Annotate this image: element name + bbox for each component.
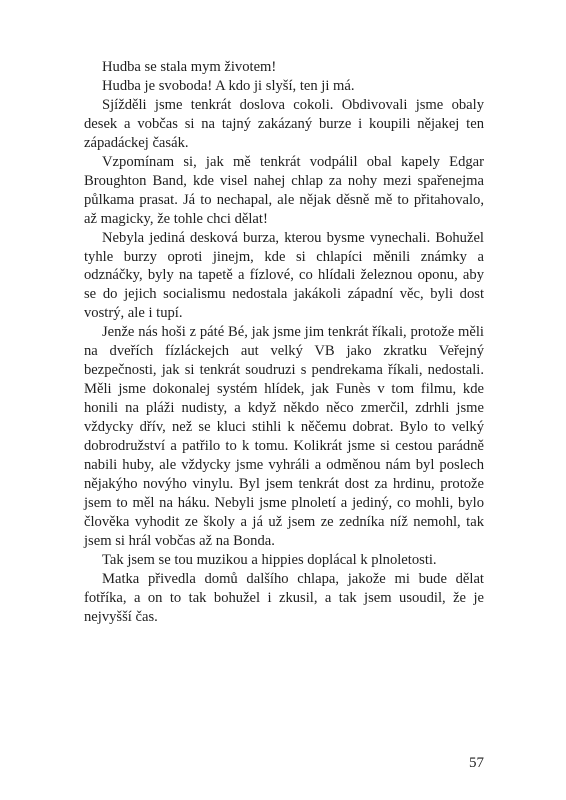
page-number: 57 — [469, 755, 484, 771]
paragraph-3: Sjížděli jsme tenkrát doslova cokoli. Obdivovali jsme obaly desek a vobčas si na tajný zakázaný burze i koupili nějakej ten západáckej časák. — [84, 96, 484, 151]
paragraph-8: Matka přivedla domů dalšího chlapa, jakože mi bude dělat fotříka, a on to tak bohužel i zkusil, a tak jsem usoudil, že je nejvyšší čas. — [84, 570, 484, 625]
paragraph-4: Vzpomínam si, jak mě tenkrát vodpálil obal kapely Edgar Broughton Band, kde visel nahej chlap za nohy mezi spařenejma půlkama prasat. Já to nechapal, ale nějak děsně mě to přitahovalo, až magicky, že tohle chci dělat! — [84, 153, 484, 227]
text-block — [84, 58, 484, 627]
paragraph-1: Hudba se stala mym životem! — [102, 59, 277, 75]
paragraph-2: Hudba je svoboda! A kdo ji slyší, ten ji má. — [102, 77, 355, 94]
paragraph-5: Nebyla jediná desková burza, kterou bysme vynechali. Bohužel tyhle burzy oproti jinejm, kde si chlapíci měnili známky a odznáčky, byly na tapetě a fízlové, co hlídali železnou oponu, aby se do jejich socialismu nedostala jakákoli západní věc, byli dost vostrý, ale i tupí. — [84, 229, 484, 322]
paragraph-7: Tak jsem se tou muzikou a hippies doplácal k plnoletosti. — [102, 551, 437, 568]
paragraph-6: Jenže nás hoši z páté Bé, jak jsme jim tenkrát říkali, protože měli na dveřích fízláckejch aut velký VB jako zkratku Veřejný bezpečnosti, jak si tenkrát soudruzi s pendrekama říkali, nedostali. Měli jsme dokonalej systém hlídek, jak Funès v tom filmu, kde honili na pláži nudisty, a když někdo něco zmerčil, zdrhli jsme vždycky dřív, než se kluci stihli k něčemu dobrat. Bylo to velký dobrodružství a patřilo to k tomu. Kolikrát jsme si cestou parádně nabili huby, ale vždycky jsme vyhráli a odměnou nám byl poslech nějakýho novýho vinylu. Byl jsem tenkrát dost za hrdinu, protože jsem to měl na háku. Nebyli jsme plnoletí a jediný, co mohli, bylo člověka vyhodit ze školy a já už jsem ze zedníka níž nemohl, tak jsem si hrál vobčas až na Bonda. — [84, 324, 484, 549]
